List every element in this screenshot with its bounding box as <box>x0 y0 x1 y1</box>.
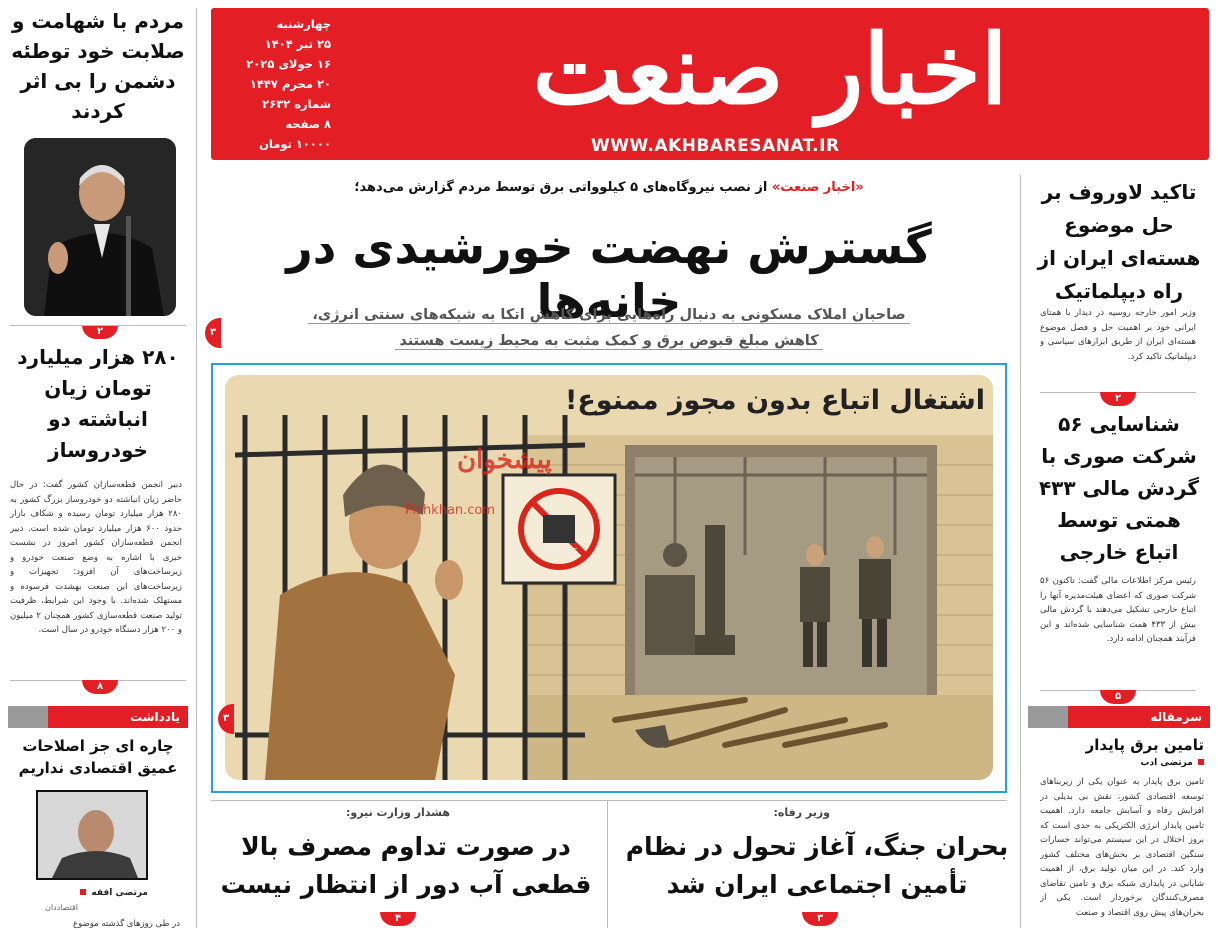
editorial-author-text: مرتضی ادب <box>1140 758 1193 768</box>
watermark-url: Pishkhan.com <box>405 503 496 518</box>
bottom-left-kicker: هشدار وزارت نیرو: <box>346 806 450 819</box>
author-role: اقتصاددان <box>44 903 78 912</box>
editorial-author <box>1110 758 1204 768</box>
column-rule-left <box>196 8 197 928</box>
right-story1-headline[interactable]: تاکید لاوروف بر حل موضوع هسته‌ای ایران از راه دیپلماتیک <box>1037 180 1201 303</box>
president-photo-figure <box>24 138 176 316</box>
cartoon-image <box>225 375 993 780</box>
issue-info <box>219 14 331 154</box>
page-badge[interactable]: ۸ <box>82 680 118 694</box>
cartoon-frame <box>211 363 1007 793</box>
kicker-source: «اخبار صنعت» <box>771 180 864 195</box>
left-story2-body: دبیر انجمن قطعه‌سازان کشور گفت: در حال حاضر زیان انباشته دو خودروساز بزرگ کشور به ۲۸۰ هزار میلیارد تومان رسیده و شکاف بازار حدود ۶۰۰ هزار میلیارد تومان شده است. دبیر انجمن قطعه‌سازان کشور امروز در نشست خبری با اشاره به وضع صنعت خودرو و زیرساخت‌های آن افزود: تجهیزات و زیرساخت‌های این صنعت بهشدت فرسوده و مستهلک شده‌اند. با وجود این شرایط، ظرفیت تولید صنعت قطعه‌سازی کشور همچنان ۲ میلیون و ۲۰۰ هزار دستگاه خودرو در سال است. <box>10 480 182 635</box>
editorial-headline[interactable]: تامین برق پایدار <box>1085 736 1204 754</box>
bottom-right-headline[interactable]: بحران جنگ، آغاز تحول در نظام تأمین اجتماعی ایران شد <box>625 832 1009 899</box>
sign-label: PASSPORT <box>541 547 577 555</box>
section-label-note: یادداشت <box>48 706 188 728</box>
main-subhead-1 <box>211 303 1007 327</box>
section-arrow-icon <box>8 706 48 728</box>
author-bullet-icon <box>1198 759 1204 765</box>
president-photo <box>24 138 176 316</box>
column-rule-right <box>1020 175 1021 928</box>
kicker-text: از نصب نیروگاه‌های ۵ کیلوواتی برق توسط مردم گزارش می‌دهد؛ <box>354 180 768 195</box>
column-rule-bottom <box>607 800 608 928</box>
issue-pages: ۸ صفحه <box>285 117 331 131</box>
cartoon-illustration <box>225 375 993 780</box>
editorial-body: تامین برق پایدار به عنوان یکی از زیربناهای توسعه اقتصادی کشور، نقش بی بدیلی در افزایش رفاه و آسایش جامعه دارد. اهمیت تامین پایدار انرژی الکتریکی به حدی است که بروز اختلال در این سیستم می‌تواند خسارات سنگین اقتصادی بر بخش‌های مختلف کشور وارد کند. در این میان تولید برق، از اهمیت شایانی در پایداری شبکه برق و تامین تقاضای مصرف‌کنندگان برخوردار است. یکی از بحران‌های پیش روی اقتصاد و صنعت <box>1040 777 1204 918</box>
page-badge[interactable]: ۳ <box>802 912 838 926</box>
issue-weekday: چهارشنبه <box>276 17 331 31</box>
note-headline[interactable]: چاره ای جز اصلاحات عمیق اقتصادی نداریم <box>18 737 178 777</box>
note-body: در طی روزهای گذشته موضوع <box>73 919 180 929</box>
right-story1-body: وزیر امور خارجه روسیه در دیدار با همتای ایرانی خود بر اهمیت حل و فصل موضوع هسته‌ای ایران از طریق ابزارهای سیاسی و دیپلماتیک تاکید کرد. <box>1040 308 1196 362</box>
author-bullet-icon <box>80 889 86 895</box>
bottom-left-headline[interactable]: در صورت تداوم مصرف بالا قطعی آب دور از انتظار نیست <box>220 832 592 899</box>
main-kicker <box>211 180 1007 195</box>
cartoon-title: اشتغال اتباع بدون مجوز ممنوع! <box>565 385 985 416</box>
section-label-editorial: سرمقاله <box>1068 706 1210 728</box>
side-page-badge[interactable]: ۳ <box>205 318 221 348</box>
side-page-badge[interactable]: ۳ <box>218 704 234 734</box>
issue-number: شماره ۲۶۳۲ <box>262 97 331 111</box>
subhead-line-2: کاهش مبلغ قبوض برق و کمک مثبت به محیط زیست هستند <box>395 333 822 350</box>
author-name <box>70 888 148 898</box>
left-story2-headline[interactable]: ۲۸۰ هزار میلیارد تومان زیان انباشته دو خودروساز <box>17 345 179 462</box>
logo-text: اخبار صنعت <box>532 13 1008 126</box>
author-photo-figure <box>38 792 146 878</box>
page-badge[interactable]: ۲ <box>1100 392 1136 406</box>
issue-price: ۱۰۰۰۰ تومان <box>259 137 331 151</box>
author-photo <box>36 790 148 880</box>
subhead-line-1: صاحبان املاک مسکونی به دنبال راه‌هایی برای کاهش اتکا به شبکه‌های سنتی انرژی، <box>308 307 909 324</box>
right-story2-headline[interactable]: شناسایی ۵۶ شرکت صوری با گردش مالی ۴۳۳ همتی توسط اتباع خارجی <box>1038 412 1200 564</box>
main-headline[interactable]: گسترش نهضت خورشیدی در خانه‌ها <box>286 220 932 328</box>
right-story2-body: رئیس مرکز اطلاعات مالی گفت: تاکنون ۵۶ شرکت صوری که اعضای هیئت‌مدیره آنها را اتباع خارجی تشکیل می‌دهند با گردش مالی بیش از ۴۳۳ همت شناسایی شده‌اند و این فرآیند همچنان ادامه دارد. <box>1040 576 1196 644</box>
issue-date-gregorian: ۱۶ جولای ۲۰۲۵ <box>246 57 331 71</box>
logo <box>341 13 1199 132</box>
page-badge[interactable]: ۲ <box>82 325 118 339</box>
main-subhead-2 <box>211 329 1007 353</box>
left-top-headline[interactable]: مردم با شهامت و صلابت خود توطئه دشمن را بی اثر کردند <box>11 9 185 123</box>
page-badge[interactable]: ۵ <box>1100 690 1136 704</box>
page-badge[interactable]: ۴ <box>380 912 416 926</box>
section-arrow-icon <box>1028 706 1068 728</box>
bottom-right-kicker: وزیر رفاه: <box>773 806 830 819</box>
website-url[interactable]: WWW.AKHBARESANAT.IR <box>591 136 840 156</box>
divider <box>10 325 186 326</box>
divider <box>211 800 1007 801</box>
issue-date-hijri: ۲۰ محرم ۱۴۴۷ <box>249 77 331 91</box>
watermark-logo: پیشخوان <box>457 445 552 475</box>
issue-date-jalali: ۲۵ تیر ۱۴۰۴ <box>264 37 331 51</box>
masthead <box>211 8 1209 160</box>
author-name-text: مرتضی افقه <box>91 888 148 898</box>
